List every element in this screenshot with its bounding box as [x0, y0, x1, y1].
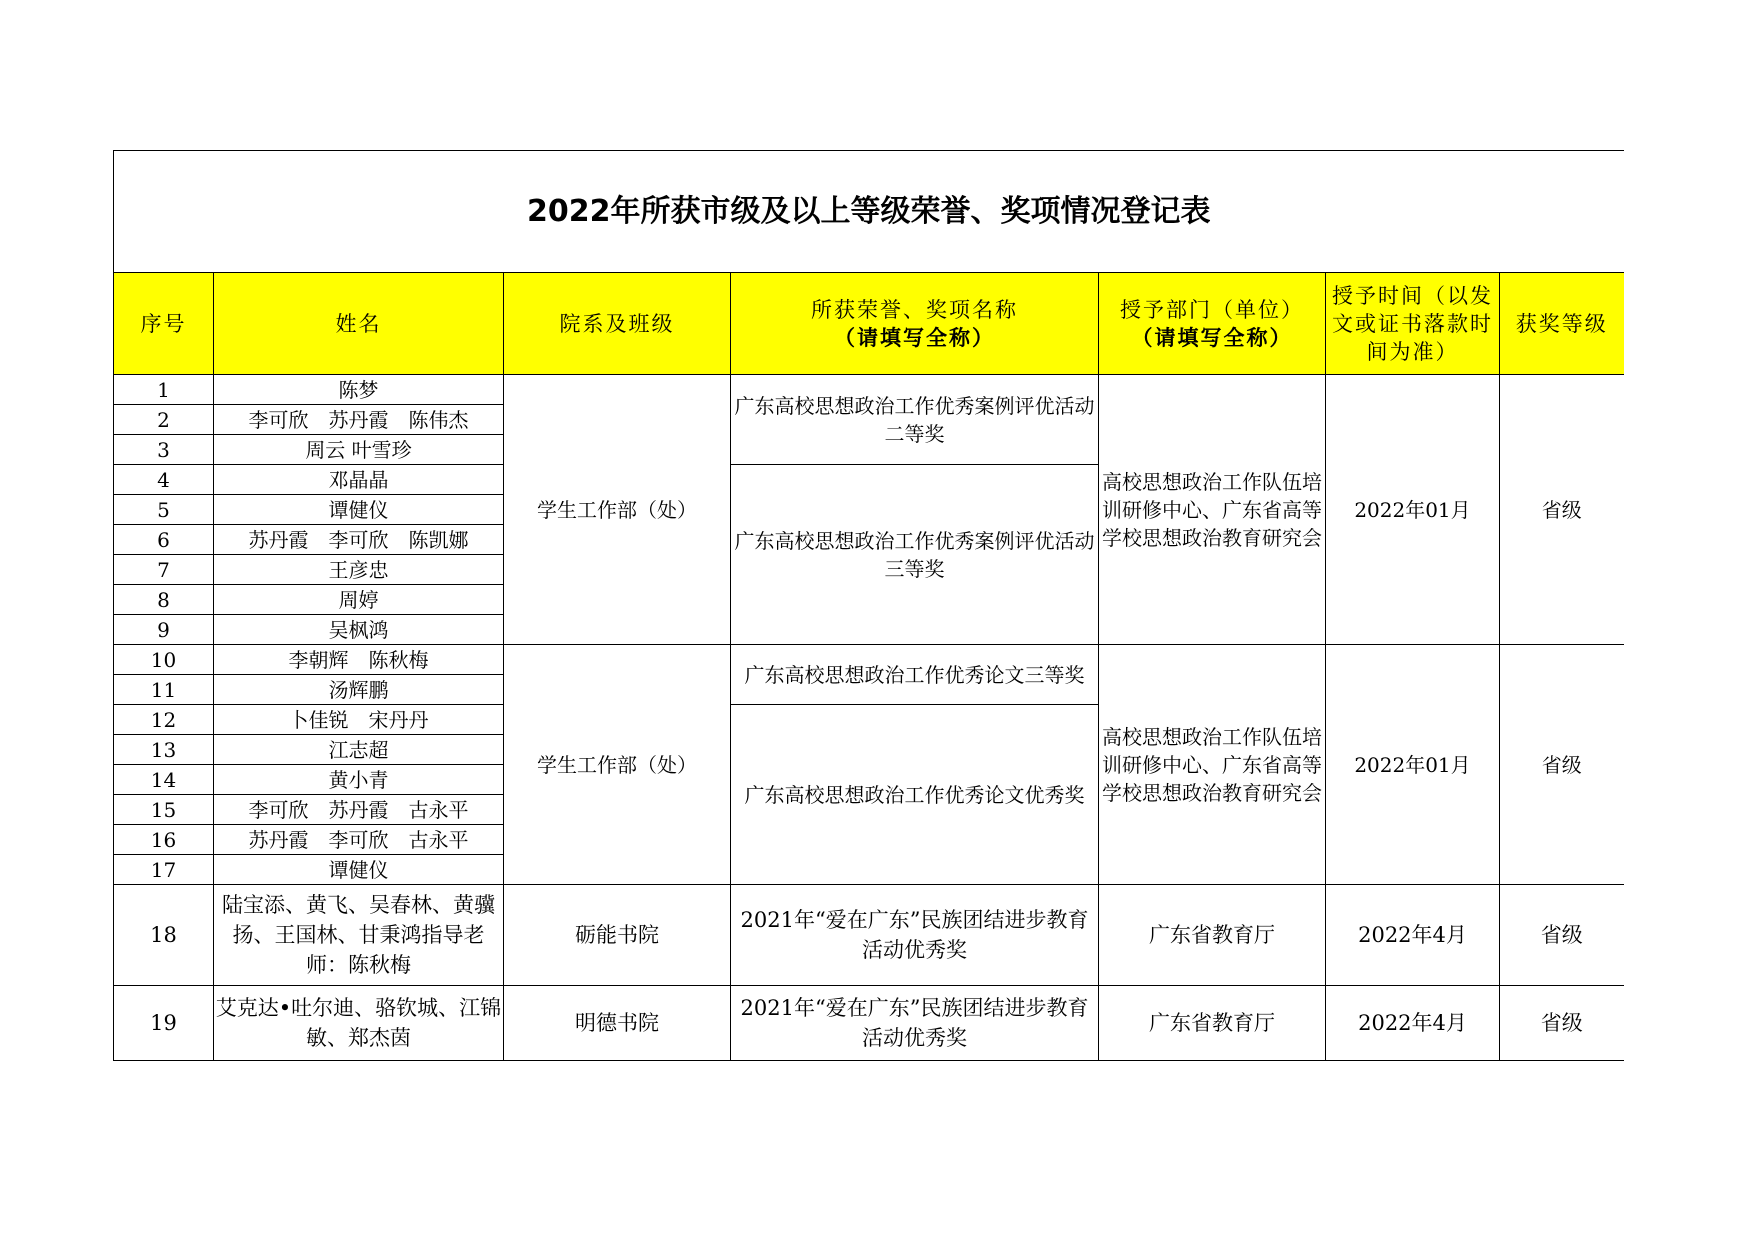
seq-cell: 17 [114, 855, 214, 885]
seq-cell: 13 [114, 735, 214, 765]
awards-table [113, 150, 1624, 1061]
name-cell: 卜佳锐 宋丹丹 [214, 705, 504, 735]
header-dept: 院系及班级 [504, 273, 731, 375]
time-cell: 2022年01月 [1326, 375, 1500, 645]
issuer-cell: 高校思想政治工作队伍培训研修中心、广东省高等学校思想政治教育研究会 [1099, 375, 1326, 645]
level-cell: 省级 [1500, 375, 1624, 645]
seq-cell: 18 [114, 885, 214, 986]
time-cell: 2022年01月 [1326, 645, 1500, 885]
award-cell: 2021年“爱在广东”民族团结进步教育活动优秀奖 [731, 885, 1099, 986]
name-cell: 黄小青 [214, 765, 504, 795]
level-cell: 省级 [1500, 986, 1624, 1061]
name-cell: 江志超 [214, 735, 504, 765]
table-row [114, 885, 1624, 986]
header-row [114, 273, 1624, 375]
header-issuer-label: 授予部门（单位） [1120, 297, 1304, 322]
name-cell: 吴枫鸿 [214, 615, 504, 645]
dept-cell: 明德书院 [504, 986, 731, 1061]
header-issuer [1099, 273, 1326, 375]
header-award-note: （请填写全称） [834, 324, 995, 350]
name-cell: 陆宝添、黄飞、吴春林、黄骥扬、王国林、甘秉鸿指导老师：陈秋梅 [214, 885, 504, 986]
seq-cell: 5 [114, 495, 214, 525]
seq-cell: 19 [114, 986, 214, 1061]
name-cell: 李可欣 苏丹霞 陈伟杰 [214, 405, 504, 435]
name-cell: 苏丹霞 李可欣 陈凯娜 [214, 525, 504, 555]
dept-cell: 学生工作部（处） [504, 375, 731, 645]
header-issuer-note: （请填写全称） [1131, 324, 1293, 350]
name-cell: 周云 叶雪珍 [214, 435, 504, 465]
name-cell: 王彦忠 [214, 555, 504, 585]
name-cell: 李可欣 苏丹霞 古永平 [214, 795, 504, 825]
header-award-label: 所获荣誉、奖项名称 [811, 297, 1018, 322]
name-cell: 邓晶晶 [214, 465, 504, 495]
name-cell: 周婷 [214, 585, 504, 615]
dept-cell: 学生工作部（处） [504, 645, 731, 885]
level-cell: 省级 [1500, 645, 1624, 885]
name-cell: 陈梦 [214, 375, 504, 405]
registration-sheet [113, 150, 1624, 1061]
seq-cell: 3 [114, 435, 214, 465]
award-cell: 2021年“爱在广东”民族团结进步教育活动优秀奖 [731, 986, 1099, 1061]
seq-cell: 15 [114, 795, 214, 825]
seq-cell: 11 [114, 675, 214, 705]
name-cell: 谭健仪 [214, 855, 504, 885]
award-cell: 广东高校思想政治工作优秀案例评优活动二等奖 [731, 375, 1099, 465]
seq-cell: 2 [114, 405, 214, 435]
header-award [731, 273, 1099, 375]
name-cell: 李朝辉 陈秋梅 [214, 645, 504, 675]
header-seq: 序号 [114, 273, 214, 375]
dept-cell: 砺能书院 [504, 885, 731, 986]
name-cell: 汤辉鹏 [214, 675, 504, 705]
issuer-cell: 广东省教育厅 [1099, 885, 1326, 986]
page-title: 2022年所获市级及以上等级荣誉、奖项情况登记表 [114, 151, 1624, 273]
seq-cell: 1 [114, 375, 214, 405]
issuer-cell: 高校思想政治工作队伍培训研修中心、广东省高等学校思想政治教育研究会 [1099, 645, 1326, 885]
award-cell: 广东高校思想政治工作优秀论文三等奖 [731, 645, 1099, 705]
seq-cell: 16 [114, 825, 214, 855]
level-cell: 省级 [1500, 885, 1624, 986]
seq-cell: 12 [114, 705, 214, 735]
time-cell: 2022年4月 [1326, 885, 1500, 986]
name-cell: 艾克达•吐尔迪、骆钦城、江锦敏、郑杰茵 [214, 986, 504, 1061]
seq-cell: 9 [114, 615, 214, 645]
award-cell: 广东高校思想政治工作优秀案例评优活动三等奖 [731, 465, 1099, 645]
seq-cell: 7 [114, 555, 214, 585]
table-row [114, 986, 1624, 1061]
award-cell: 广东高校思想政治工作优秀论文优秀奖 [731, 705, 1099, 885]
issuer-cell: 广东省教育厅 [1099, 986, 1326, 1061]
table-row [114, 375, 1624, 405]
header-time-label: 授予时间（以发文或证书落款时间为准） [1332, 283, 1493, 364]
header-level: 获奖等级 [1500, 273, 1624, 375]
seq-cell: 10 [114, 645, 214, 675]
title-row [114, 151, 1624, 273]
name-cell: 谭健仪 [214, 495, 504, 525]
time-cell: 2022年4月 [1326, 986, 1500, 1061]
seq-cell: 8 [114, 585, 214, 615]
seq-cell: 14 [114, 765, 214, 795]
header-time [1326, 273, 1500, 375]
name-cell: 苏丹霞 李可欣 古永平 [214, 825, 504, 855]
seq-cell: 4 [114, 465, 214, 495]
seq-cell: 6 [114, 525, 214, 555]
table-row [114, 645, 1624, 675]
header-name: 姓名 [214, 273, 504, 375]
